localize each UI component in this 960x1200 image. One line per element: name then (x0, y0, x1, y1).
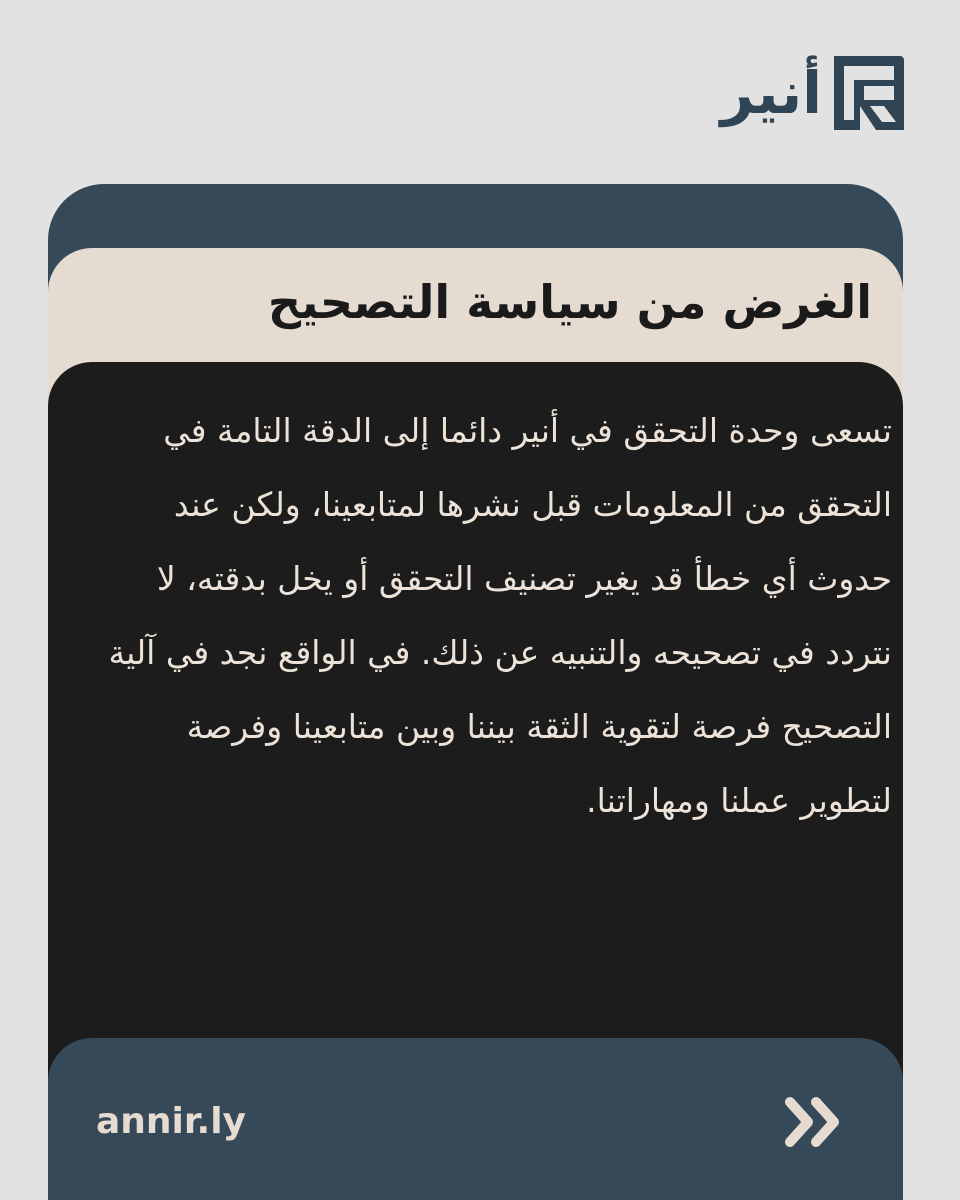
double-chevron-icon[interactable] (782, 1094, 844, 1150)
body-text: تسعى وحدة التحقق في أنير دائما إلى الدقة التامة في التحقق من المعلومات قبل نشرها لمتابعينا، ولكن عند حدوث أي خطأ قد يغير تصنيف التحقق أو يخل بدقته، لا نتردد في تصحيحه والتنبيه عن ذلك. في الواقع نجد في آلية التصحيح فرصة لتقوية الثقة بيننا وبين متابعينا وفرصة لتطوير عملنا ومهاراتنا. (108, 411, 892, 820)
brand-logo (721, 56, 904, 130)
annir-logo-icon (834, 56, 904, 130)
page-title: الغرض من سياسة التصحيح (267, 275, 872, 329)
brand-name: أنير (720, 59, 822, 127)
site-link[interactable]: annir.ly (96, 1101, 246, 1142)
